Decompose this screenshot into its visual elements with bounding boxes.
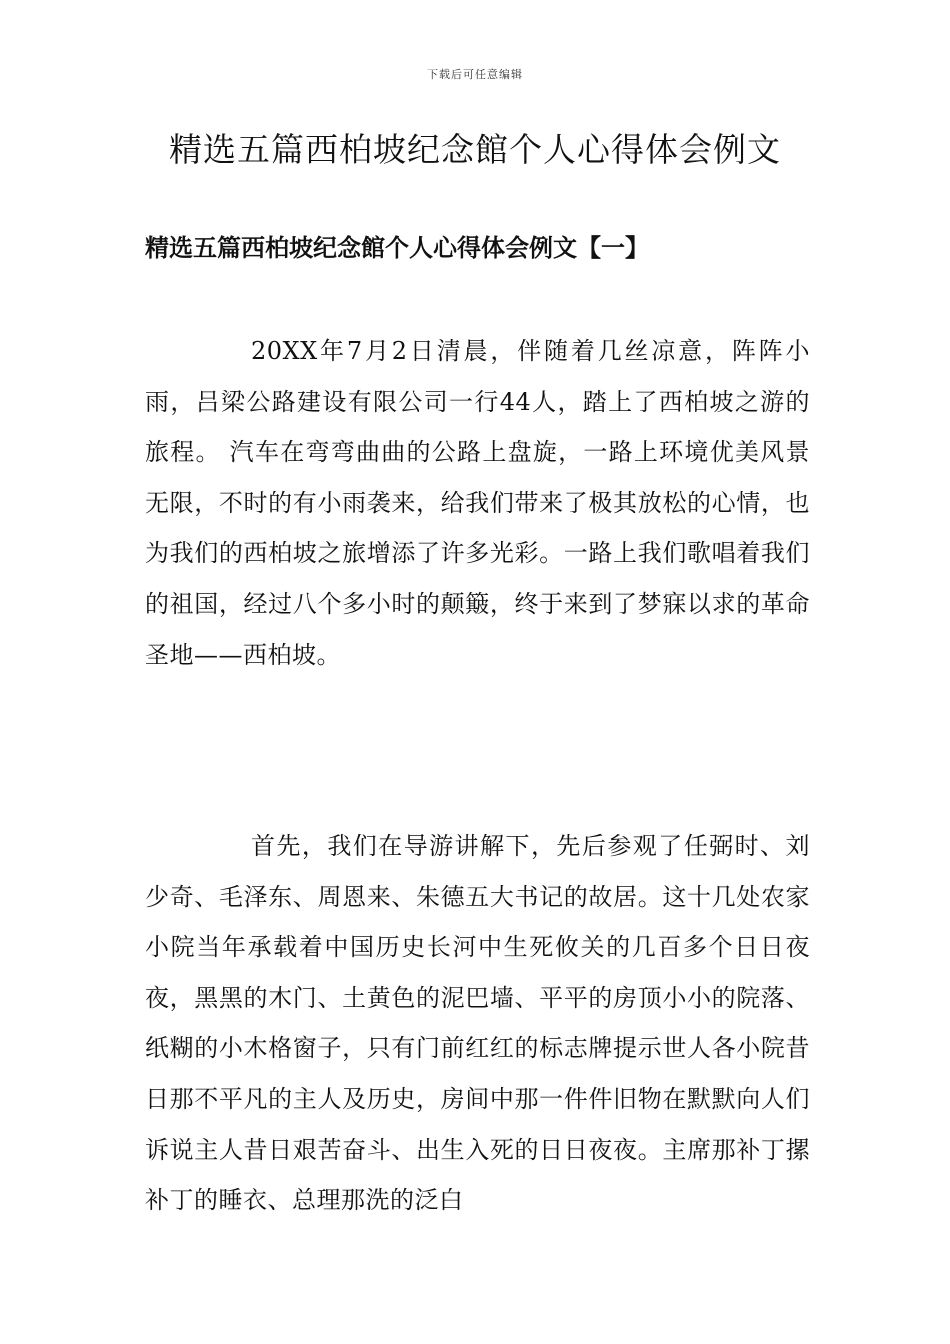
header-note: 下载后可任意编辑	[427, 68, 523, 81]
section-heading: 精选五篇西柏坡纪念館个人心得体会例文【一】	[145, 233, 649, 262]
document-title: 精选五篇西柏坡纪念館个人心得体会例文	[169, 130, 781, 169]
body-paragraph-2: 首先，我们在导游讲解下，先后参观了任弼时、刘少奇、毛泽东、周恩来、朱德五大书记的故居。这十几处农家小院当年承载着中国历史长河中生死攸关的几百多个日日夜夜，黑黑的木门、土黄色的泥巴墙、平平的房顶小小的院落、纸糊的小木格窗子，只有门前红红的标志牌提示世人各小院昔日那不平凡的主人及历史，房间中那一件件旧物在默默向人们诉说主人昔日艰苦奋斗、出生入死的日日夜夜。主席那补丁摞补丁的睡衣、总理那洗的泛白	[145, 832, 810, 1215]
body-paragraph-1: 20XX年7月2日清晨，伴随着几丝凉意，阵阵小雨，吕梁公路建设有限公司一行44人，踏上了西柏坡之游的旅程。 汽车在弯弯曲曲的公路上盘旋，一路上环境优美风景无限，不时的有小雨袭来，给我们带来了极其放松的心情，也为我们的西柏坡之旅增添了许多光彩。一路上我们歌唱着我们的祖国，经过八个多小时的颠簸，终于来到了梦寐以求的革命圣地——西柏坡。	[145, 337, 810, 669]
